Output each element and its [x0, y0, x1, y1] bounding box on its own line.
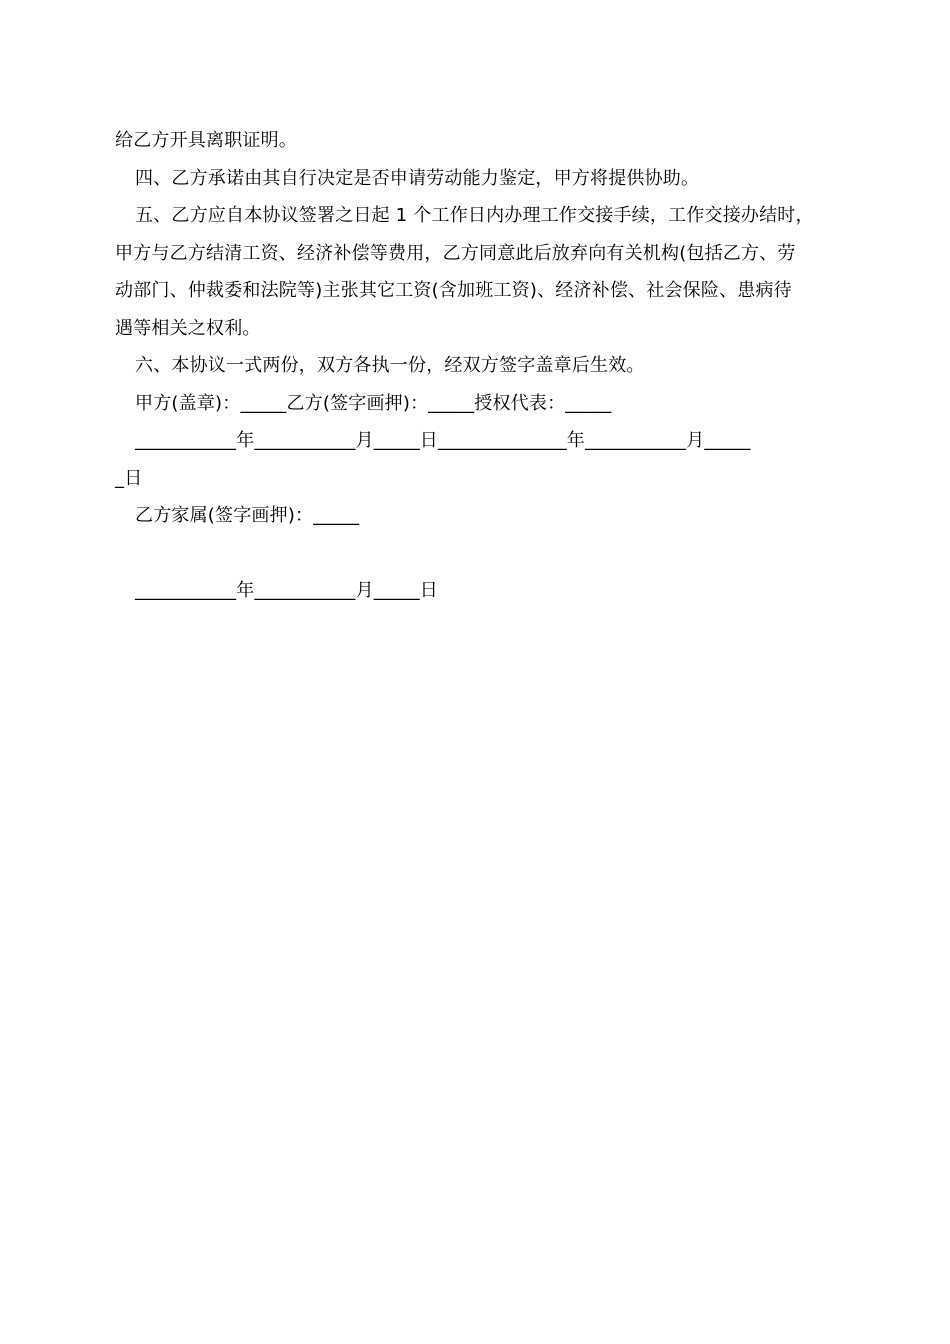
spacer — [115, 535, 855, 573]
date-line-parties-continued: _日 — [115, 467, 143, 489]
clause-6: 六、本协议一式两份，双方各执一份，经双方签字盖章后生效。 — [135, 355, 645, 376]
clause-5-line-3: 动部门、仲裁委和法院等)主张其它工资(含加班工资)、经济补偿、社会保险、患病待 — [115, 280, 792, 301]
clause-5-line-1: 五、乙方应自本协议签署之日起 1 个工作日内办理工作交接手续，工作交接办结时， — [135, 205, 814, 226]
clause-5-line-4: 遇等相关之权利。 — [115, 317, 261, 339]
date-line-family: ___________年___________月_____日 — [135, 580, 438, 601]
signature-line-family: 乙方家属(签字画押)：_____ — [135, 505, 360, 526]
clause-5-line-2: 甲方与乙方结清工资、经济补偿等费用，乙方同意此后放弃向有关机构(包括乙方、劳 — [115, 242, 796, 264]
clause-4: 四、乙方承诺由其自行决定是否申请劳动能力鉴定，甲方将提供协助。 — [135, 167, 700, 189]
paragraph-line: 给乙方开具离职证明。 — [115, 130, 297, 151]
agreement-body — [115, 122, 855, 610]
signature-line-parties: 甲方(盖章)：_____乙方(签字画押)：_____授权代表：_____ — [135, 392, 612, 414]
date-line-parties: ___________年___________月_____日______________年___________月_____ — [135, 430, 751, 451]
